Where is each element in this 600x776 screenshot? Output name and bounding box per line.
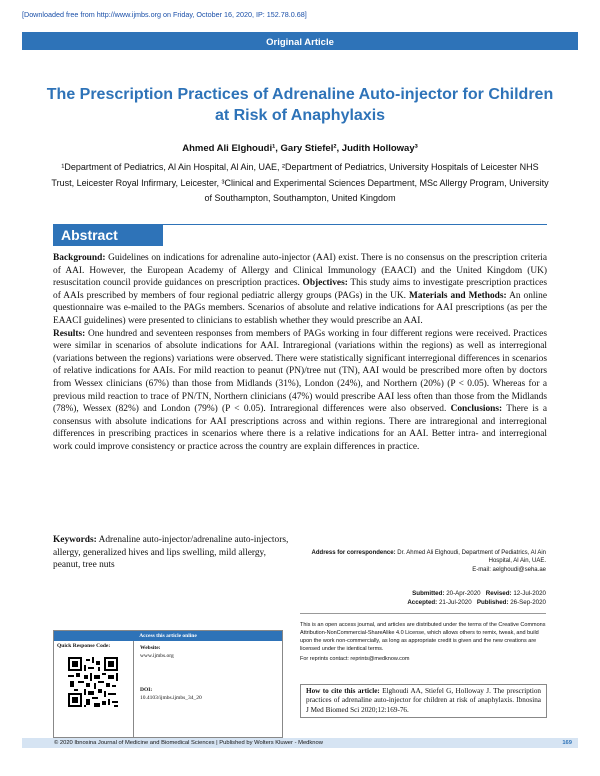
reprints-text: For reprints contact: reprints@medknow.com (300, 655, 410, 662)
abstract-paragraph-results (53, 328, 547, 454)
access-heading: Access this article online (54, 631, 282, 641)
access-online-box (53, 630, 283, 738)
download-notice: [Downloaded free from http://www.ijmbs.org on Friday, October 16, 2020, IP: 152.78.0.68] (22, 10, 307, 19)
citation-box (300, 684, 547, 718)
qr-label: Quick Response Code: (57, 643, 111, 649)
article-type-label: Original Article (266, 37, 334, 48)
abstract-paragraph-background (53, 252, 547, 328)
revised-label: Revised: (485, 590, 512, 597)
keywords-text: Adrenaline auto-injector/adrenaline auto-injectors, allergy, generalized hives and lips swelling, mild allergy, peanut, tree nuts (53, 535, 289, 571)
abstract-header (53, 224, 547, 245)
accepted-date: 21-Jul-2020 (438, 598, 472, 606)
background-text: Guidelines on indications for adrenaline auto-injector (AAI) exist. There is no consensus on the prescription criteria of AAI. However, the European Academy of Allergy and Clinical Immunology (EAACI) and the United Kingdom (UK) resuscitation council provide guidances on prescription practices. (53, 253, 547, 289)
license-block (300, 622, 547, 664)
article-dates (300, 590, 546, 614)
background-label: Background: (53, 253, 106, 263)
correspondence-label: Address for correspondence: (311, 550, 396, 556)
correspondence-block (300, 549, 546, 574)
correspondence-email: E-mail: aelghoudi@seha.ae (472, 566, 546, 573)
website-label: Website: (140, 645, 161, 651)
keywords-label: Keywords: (53, 535, 97, 545)
website-link[interactable]: www.ijmbs.org (140, 652, 174, 659)
abstract-heading: Abstract (61, 227, 118, 243)
qr-column (54, 641, 134, 738)
cite-text: Elghoudi AA, Stiefel G, Holloway J. The prescription practices of adrenaline auto-injector for children at risk of anaphylaxis. Ibnosina J Med Biomed Sci 2020;12:169-76. (306, 687, 541, 714)
article-type-bar (22, 32, 578, 50)
methods-text: An online questionnaire was e-mailed to the PAGs members. Scenarios of absolute and relative indications for AAI prescriptions (as per the EAACI guidelines) were presented to clinicians to establish whether they would prescribe an AAI. (53, 290, 547, 326)
license-text: This is an open access journal, and articles are distributed under the terms of the Creative Commons Attribution-NonCommercial-ShareAlike 4.0 License, which allows others to remix, tweak, and build upon the work non-commercially, as long as appropriate credit is given and the new creations are licensed under the identical terms. (300, 622, 546, 652)
accepted-label: Accepted: (407, 598, 438, 606)
website-block (140, 645, 174, 660)
results-text: One hundred and seventeen responses from members of PAGs working in four different regions were received. Practices were similar in scenarios of absolute indications for AAI. Intraregional (variations within the regions) as well as interregional (variations between the regions) variations were observed. There were statistically significant interregional differences in scenarios of relative indications for AAIs. For mild reaction to peanut (PN)/tree nut (TN), AAI would be prescribed more often by doctors from Wessex clinicians (67%) than those from Midlands (31%), London (24%), and Northern (20%) (P < 0.05). Whereas for a previous mild reaction to trace of PN/TN, Northern clinicians (47%) would prescribe AAI less often than those from the Midlands (78%), Wessex (82%) and London (79%) (P < 0.05). Intraregional differences were also observed. (53, 328, 547, 415)
methods-label: Materials and Methods: (408, 290, 507, 301)
article-title: The Prescription Practices of Adrenaline Auto-injector for Children at Risk of Anaphylaxis (46, 86, 554, 124)
keywords (53, 534, 293, 572)
objectives-text: This study aims to investigate prescription practices of AAIs prescribed by members of four regional pediatric allergy groups (PAGs) in the UK. (53, 278, 547, 301)
cite-label: How to cite this article: (306, 687, 380, 695)
qr-code-icon[interactable] (68, 657, 118, 707)
conclusions-label: Conclusions: (450, 404, 503, 415)
page-number: 169 (562, 740, 572, 746)
results-label: Results: (53, 328, 86, 339)
abstract-body (53, 252, 547, 454)
submitted-date: 20-Apr-2020 (446, 590, 481, 597)
revised-date: 12-Jul-2020 (513, 590, 546, 597)
affiliations: ¹Department of Pediatrics, Al Ain Hospital, Al Ain, UAE, ²Department of Pediatrics, University Hospitals of Leicester NHS Trust, Leicester Royal Infirmary, Leicester, ³Clinical and Experimental Sciences Department, MSc Allergy Program, University of Southampton, Southampton, United Kingdom (51, 162, 549, 203)
correspondence-text: Dr. Ahmed Ali Elghoudi, Department of Pediatrics, Al Ain Hospital, Al Ain, UAE. (395, 550, 546, 565)
published-label: Published: (476, 598, 509, 606)
submitted-label: Submitted: (412, 590, 445, 597)
objectives-label: Objectives: (302, 278, 348, 289)
page-footer (22, 738, 578, 748)
abstract-tab (53, 225, 163, 246)
footer-text: © 2020 Ibnosina Journal of Medicine and Biomedical Sciences | Published by Wolters Kluwer - Medknow (54, 740, 323, 746)
doi-label: DOI: (140, 687, 153, 693)
published-date: 26-Sep-2020 (510, 598, 546, 606)
doi-link[interactable]: 10.4103/ijmbs.ijmbs_34_20 (140, 694, 202, 701)
conclusions-text: There is a consensus with absolute indications for AAI prescriptions across and within regions. There are intraregional and interregional differences in prescribing practices in scenarios where there is a relative indications for an AAI. Better intra- and interregional work could improve consistency or practice across the country are explain differences in practice. (53, 404, 548, 452)
author-list: Ahmed Ali Elghoudi¹, Gary Stiefel², Judith Holloway³ (182, 143, 418, 154)
doi-block (140, 687, 202, 702)
